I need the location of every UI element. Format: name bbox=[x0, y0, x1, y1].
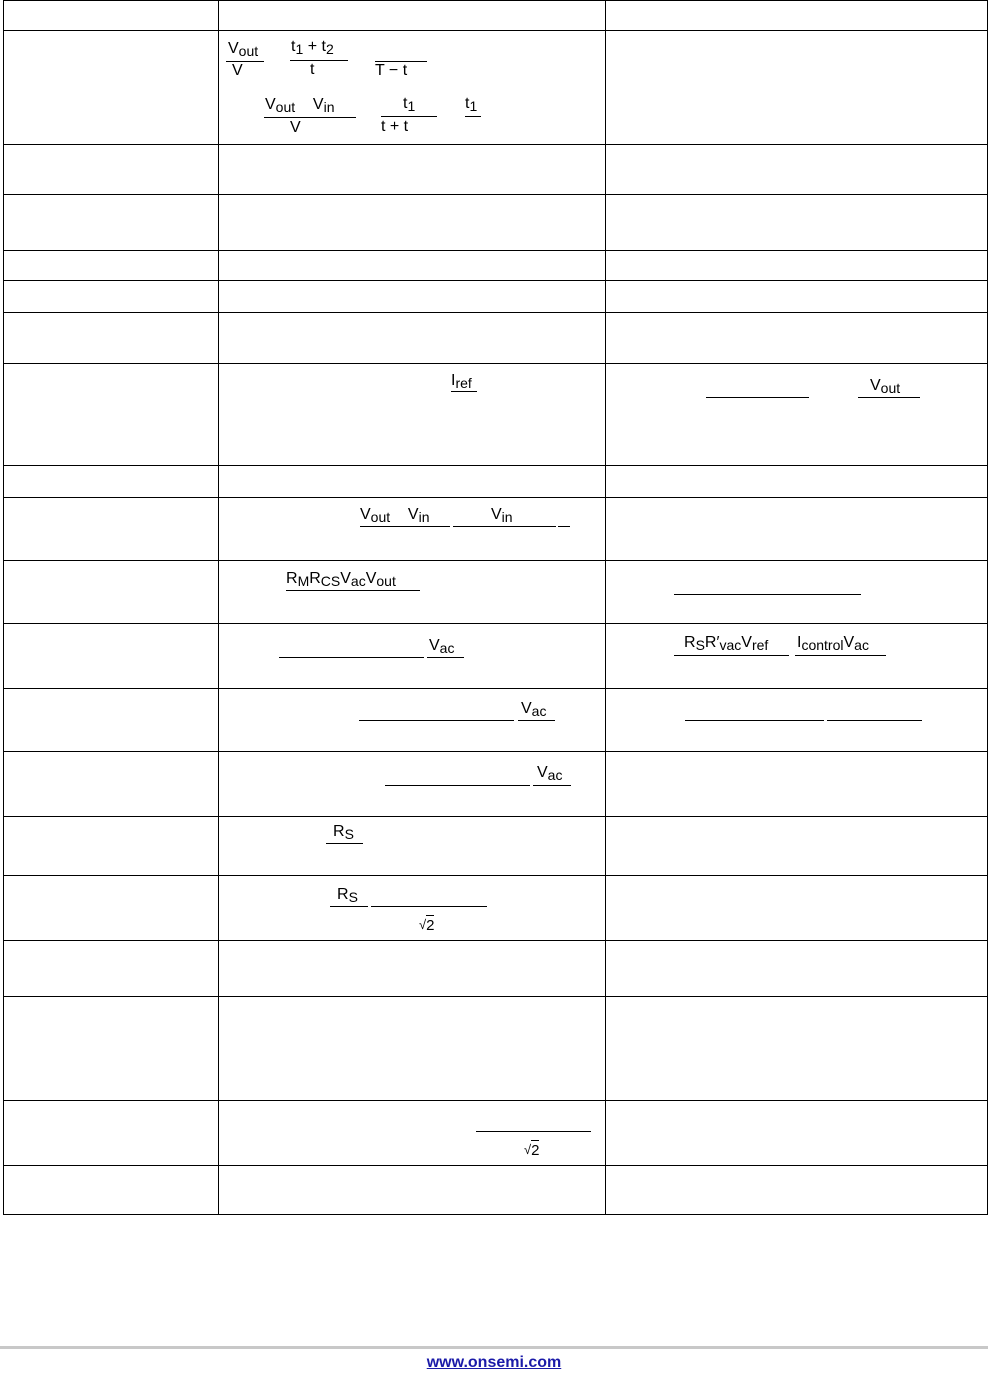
formula-iref: $I_{ref}$ bbox=[451, 372, 472, 391]
formula-vout: $V_{out}$ bbox=[870, 377, 901, 396]
fraction-bar bbox=[465, 116, 481, 117]
table-rule bbox=[3, 623, 988, 624]
fraction-bar bbox=[795, 655, 886, 656]
fraction-bar bbox=[453, 526, 556, 527]
fraction-bar bbox=[674, 594, 861, 595]
formula-denominator: V bbox=[290, 119, 301, 136]
formula-rm-rcs-vac-vout: $R_MR_{CS}V_{ac}V_{out}$ bbox=[286, 570, 396, 589]
fraction-bar bbox=[558, 526, 570, 527]
table-rule bbox=[3, 144, 988, 145]
fraction-bar bbox=[518, 720, 555, 721]
formula-vout-vin: $V_{out}$ $V_{in}$ bbox=[265, 96, 335, 115]
formula-t1: $t_1$ bbox=[465, 95, 478, 114]
formula-icontrol-vac: $I_{control}V_{ac}$ bbox=[797, 634, 869, 653]
formula-denominator: t bbox=[310, 61, 315, 78]
formula-t-minus: T − t bbox=[375, 62, 408, 79]
formula-vin: $V_{in}$ bbox=[491, 506, 513, 525]
table-rule bbox=[3, 875, 988, 876]
formula-sqrt2: √2 bbox=[419, 917, 435, 934]
fraction-bar bbox=[674, 655, 789, 656]
fraction-bar bbox=[381, 116, 437, 117]
fraction-bar bbox=[427, 657, 464, 658]
formula-t1: $t_1$ bbox=[403, 95, 416, 114]
fraction-bar bbox=[290, 60, 348, 61]
fraction-bar bbox=[330, 906, 368, 907]
table-rule bbox=[3, 560, 988, 561]
table-rule bbox=[3, 940, 988, 941]
table-rule bbox=[3, 312, 988, 313]
fraction-bar bbox=[360, 526, 450, 527]
fraction-bar bbox=[533, 785, 571, 786]
table-rule bbox=[3, 751, 988, 752]
table-rule bbox=[3, 688, 988, 689]
footer-divider bbox=[0, 1346, 988, 1349]
fraction-bar bbox=[385, 785, 530, 786]
table-rule bbox=[3, 250, 988, 251]
fraction-bar bbox=[451, 391, 477, 392]
table-rule bbox=[3, 30, 988, 31]
fraction-bar bbox=[685, 720, 824, 721]
formula-rs-rvac-vref: $R_SR'_{vac}V_{ref}$ bbox=[684, 634, 769, 653]
formula-vout-vin: $V_{out}$ $V_{in}$ bbox=[360, 506, 430, 525]
table-rule bbox=[3, 996, 988, 997]
table-rule bbox=[3, 465, 988, 466]
fraction-bar bbox=[264, 117, 356, 118]
fraction-bar bbox=[286, 590, 420, 591]
table-rule bbox=[3, 497, 988, 498]
table-rule bbox=[605, 0, 606, 1214]
table-rule bbox=[3, 0, 988, 1]
formula-denominator: V bbox=[232, 62, 243, 79]
table-rule bbox=[218, 0, 219, 1214]
formula-rs: $R_S$ bbox=[333, 823, 354, 842]
fraction-bar bbox=[326, 843, 363, 844]
formula-rs: $R_S$ bbox=[337, 886, 358, 905]
table-rule bbox=[3, 194, 988, 195]
table-rule bbox=[3, 0, 4, 1214]
formula-denominator: t + t bbox=[381, 118, 409, 135]
fraction-bar bbox=[476, 1131, 591, 1132]
table-rule bbox=[3, 816, 988, 817]
formula-vac: $V_{ac}$ bbox=[537, 764, 563, 783]
fraction-bar bbox=[359, 720, 514, 721]
formula-vac: $V_{ac}$ bbox=[521, 700, 547, 719]
fraction-bar bbox=[371, 906, 487, 907]
fraction-bar bbox=[827, 720, 922, 721]
table-rule bbox=[3, 1100, 988, 1101]
fraction-bar bbox=[279, 657, 424, 658]
table-rule bbox=[3, 280, 988, 281]
footer-website-link[interactable]: www.onsemi.com bbox=[426, 1354, 562, 1371]
table-rule bbox=[3, 1214, 988, 1215]
table-rule bbox=[3, 363, 988, 364]
formula-vout: $V_{out}$ bbox=[228, 40, 259, 59]
formula-t1-plus-t2: $t_1 + t_2$ bbox=[291, 38, 334, 57]
formula-sqrt2: √2 bbox=[524, 1142, 540, 1159]
fraction-bar bbox=[706, 397, 809, 398]
fraction-bar bbox=[858, 397, 920, 398]
formula-vac: $V_{ac}$ bbox=[429, 637, 455, 656]
table-rule bbox=[3, 1165, 988, 1166]
